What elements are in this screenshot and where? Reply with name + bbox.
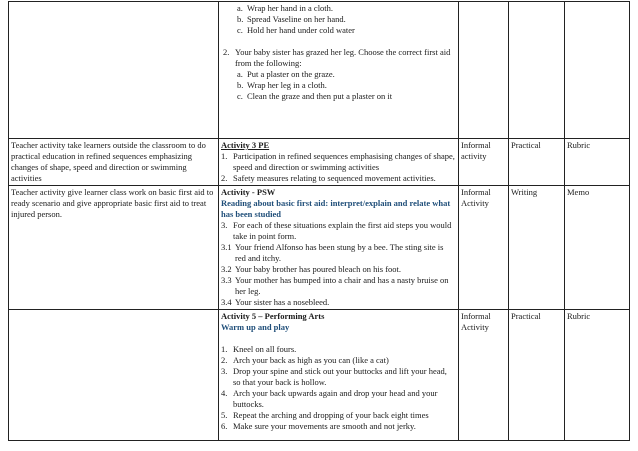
teacher-activity-cell: [9, 310, 219, 441]
assessment-form-cell: [509, 2, 565, 139]
list-item: 2. Safety measures relating to sequenced movement activities.: [221, 173, 436, 183]
assessment-tool-cell: Rubric: [565, 139, 630, 186]
list-item: b. Spread Vaseline on her hand.: [237, 14, 346, 24]
assessment-tool-cell: Memo: [565, 186, 630, 310]
table-row: [9, 186, 630, 310]
list-item: b. Wrap her leg in a cloth.: [237, 80, 327, 90]
learner-activity-cell: [219, 139, 459, 186]
activity-type-cell: Informal Activity: [459, 186, 509, 310]
list-item: 3.1 Your friend Alfonso has been stung by a bee. The sting site is red and itchy.: [221, 242, 444, 263]
teacher-activity-cell: [9, 2, 219, 139]
activity-subtitle: Warm up and play: [221, 322, 290, 332]
list-item: 3.4 Your sister has a nosebleed.: [221, 297, 330, 307]
learner-activity-cell: [219, 310, 459, 441]
list-item: c. Clean the graze and then put a plaster on it: [237, 91, 393, 101]
list-item: 4. Arch your back upwards again and drop your head and your buttocks.: [221, 388, 438, 409]
teacher-activity-cell: Teacher activity give learner class work on basic first aid to ready scenario and give appropriate basic first aid to treat injured person.: [9, 186, 219, 310]
assessment-tool-cell: [565, 2, 630, 139]
activity-type-cell: Informal Activity: [459, 310, 509, 441]
activity-type-cell: Informal activity: [459, 139, 509, 186]
list-item: 3.3 Your mother has bumped into a chair and has a nasty bruise on her leg.: [221, 275, 449, 296]
assessment-form-cell: Practical: [509, 139, 565, 186]
list-item: 6. Make sure your movements are smooth and not jerky.: [221, 421, 416, 431]
question-item: 2. Your baby sister has grazed her leg. Choose the correct first aid from the following:: [223, 47, 451, 68]
list-item: 3. For each of these situations explain the first aid steps you would take in point form.: [221, 220, 452, 241]
table-row: [9, 2, 630, 139]
option-list: [221, 3, 456, 36]
assessment-form-cell: Practical: [509, 310, 565, 441]
activity-type-cell: [459, 2, 509, 139]
list-item: a. Put a plaster on the graze.: [237, 69, 335, 79]
activity-title: Activity 5 – Performing Arts: [221, 311, 325, 321]
assessment-form-cell: Writing: [509, 186, 565, 310]
list-item: 2. Arch your back as high as you can (like a cat): [221, 355, 389, 365]
table-row: [9, 310, 630, 441]
option-list: [221, 69, 456, 102]
list-item: 1. Kneel on all fours.: [221, 344, 297, 354]
assessment-tool-cell: Rubric: [565, 310, 630, 441]
learner-activity-cell: [219, 186, 459, 310]
list-item: a. Wrap her hand in a cloth.: [237, 3, 334, 13]
activity-subtitle: Reading about basic first aid: interpret/explain and relate what has been studied: [221, 198, 451, 219]
learner-activity-cell: [219, 2, 459, 139]
activity-title: Activity 3 PE: [221, 140, 270, 150]
list-item: 1. Participation in refined sequences emphasising changes of shape, speed and direction or swimming activities: [221, 151, 455, 172]
activity-title: Activity - PSW: [221, 187, 276, 197]
list-item: c. Hold her hand under cold water: [237, 25, 355, 35]
assessment-table: [8, 1, 630, 441]
teacher-activity-cell: Teacher activity take learners outside the classroom to do practical education in refined sequences emphasizing changes of shape, speed and direction or swimming activities: [9, 139, 219, 186]
table-row: [9, 139, 630, 186]
list-item: 3. Drop your spine and stick out your buttocks and lift your head, so that your back is hollow.: [221, 366, 447, 387]
list-item: 3.2 Your baby brother has poured bleach on his foot.: [221, 264, 402, 274]
list-item: 5. Repeat the arching and dropping of your back eight times: [221, 410, 429, 420]
